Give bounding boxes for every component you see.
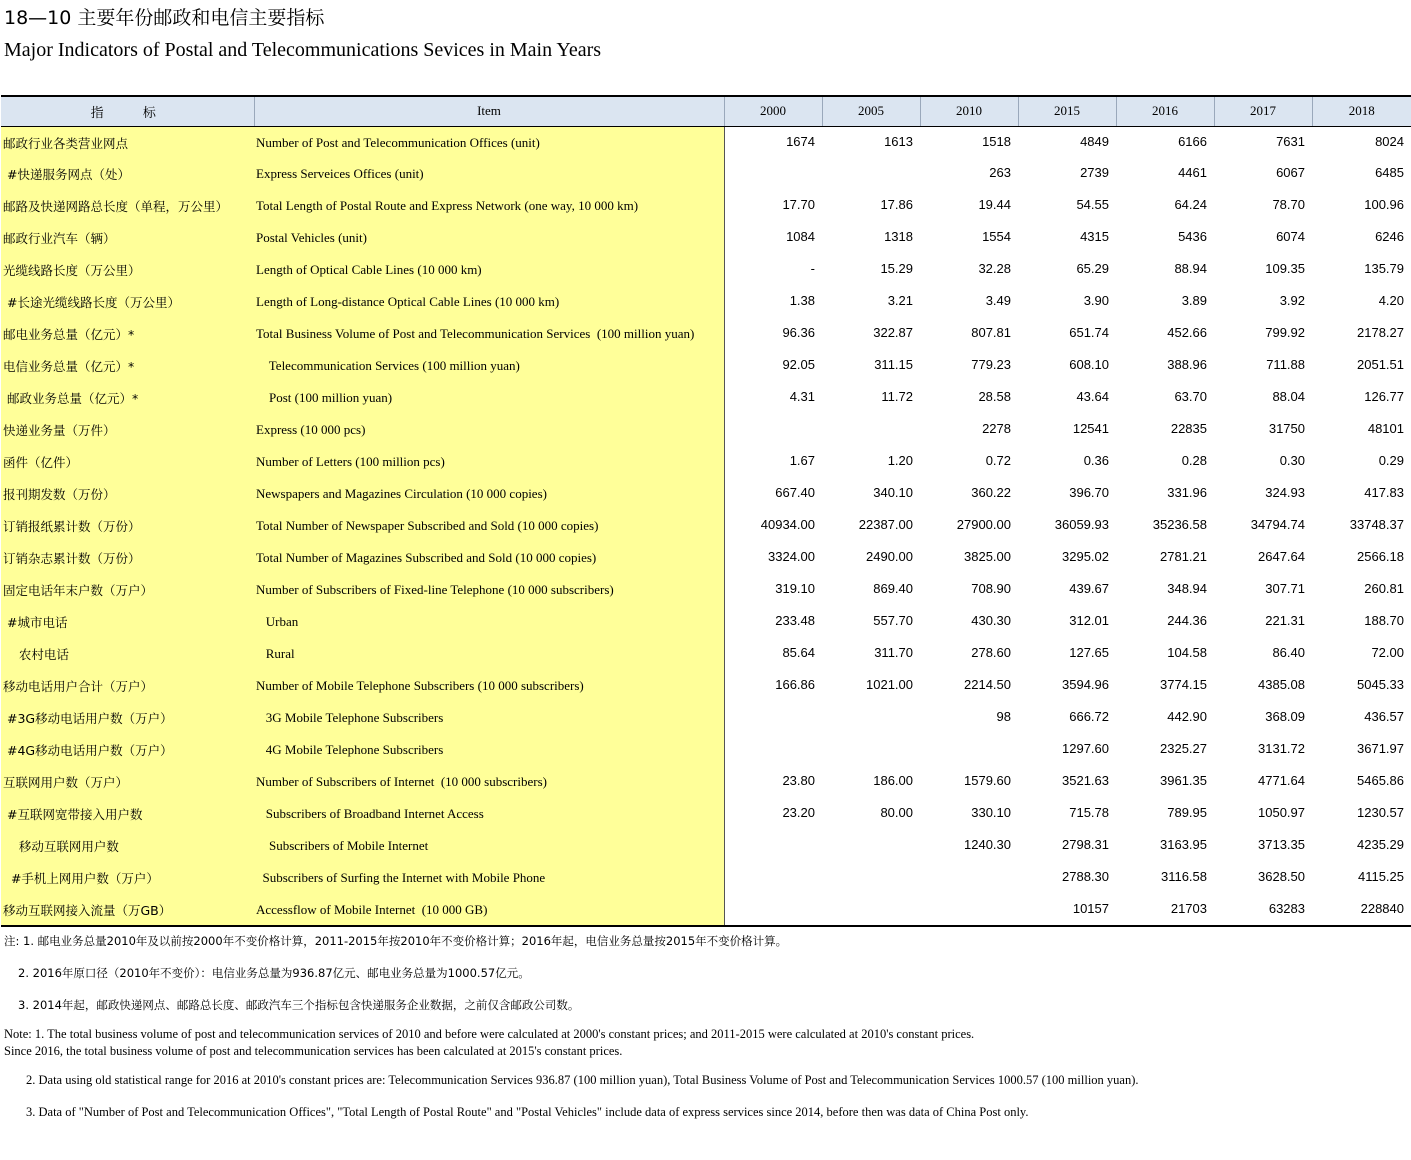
value-cell: 799.92 [1265,325,1305,340]
header-indicator: 指 标 [1,96,254,126]
value-cell [822,862,920,894]
value-cell: 1050.97 [1258,805,1305,820]
value-cell: 263 [989,165,1011,180]
header-year: 2005 [822,96,920,126]
value-cell: 557.70 [873,613,913,628]
value-cell: 35236.58 [1152,517,1207,532]
indicator-en-cell: Total Business Volume of Post and Telecommunication Services (100 million yuan) [254,318,724,350]
value-cell: 3825.00 [964,549,1011,564]
value-cell: 34794.74 [1250,517,1305,532]
value-cell: 4235.29 [1357,837,1404,852]
indicator-en-cell: Number of Subscribers of Internet (10 000 subscribers) [254,766,724,798]
value-cell: 0.30 [1279,453,1305,468]
value-cell: 5045.33 [1357,677,1404,692]
indicator-en-cell: Express (10 000 pcs) [254,414,724,446]
value-cell: 0.72 [985,453,1011,468]
indicator-cn-cell: 函件（亿件） [1,446,254,478]
value-cell: 436.57 [1364,709,1404,724]
value-cell: 3628.50 [1258,869,1305,884]
indicator-cn-cell: 农村电话 [1,638,254,670]
value-cell: 667.40 [775,485,815,500]
header-row [1,96,1411,126]
indicator-en-cell: Postal Vehicles (unit) [254,222,724,254]
value-cell: 4385.08 [1258,677,1305,692]
value-cell [724,830,822,862]
value-cell: 1318 [884,229,913,244]
indicator-en-cell: Post (100 million yuan) [254,382,724,414]
value-cell: 186.00 [873,773,913,788]
table-row [1,606,1411,638]
table-row [1,830,1411,862]
value-cell: 278.60 [971,645,1011,660]
value-cell [822,894,920,926]
value-cell: 5465.86 [1357,773,1404,788]
table-row [1,446,1411,478]
table-row [1,350,1411,382]
value-cell: 0.36 [1083,453,1109,468]
value-cell [724,158,822,190]
value-cell: 3131.72 [1258,741,1305,756]
value-cell: 3671.97 [1357,741,1404,756]
value-cell: 233.48 [775,613,815,628]
table-row [1,222,1411,254]
value-cell: 85.64 [782,645,815,660]
table-row [1,126,1411,158]
value-cell: 1230.57 [1357,805,1404,820]
value-cell: 4115.25 [1357,869,1404,884]
table-body [1,126,1411,926]
indicator-cn-cell: 订销杂志累计数（万份） [1,542,254,574]
value-cell: 188.70 [1364,613,1404,628]
value-cell: 3.21 [887,293,913,308]
value-cell [920,894,1018,926]
value-cell: 2647.64 [1258,549,1305,564]
header-year: 2015 [1018,96,1116,126]
value-cell: 31750 [1268,421,1305,436]
value-cell: 330.10 [971,805,1011,820]
value-cell: 98 [996,709,1011,724]
value-cell: 88.94 [1174,261,1207,276]
indicator-cn-cell: 互联网用户数（万户） [1,766,254,798]
value-cell: 4849 [1080,133,1109,149]
value-cell: 2490.00 [866,549,913,564]
value-cell: 442.90 [1167,709,1207,724]
header-year: 2000 [724,96,822,126]
value-cell [724,734,822,766]
value-cell: 368.09 [1265,709,1305,724]
value-cell: 715.78 [1069,805,1109,820]
value-cell: 3.90 [1083,293,1109,308]
value-cell: 1297.60 [1062,741,1109,756]
value-cell: 4.31 [789,389,815,404]
indicator-en-cell: Total Number of Newspaper Subscribed and Sold (10 000 copies) [254,510,724,542]
value-cell: 3116.58 [1160,869,1207,884]
value-cell: 4771.64 [1258,773,1305,788]
value-cell [822,702,920,734]
indicator-cn-cell: #城市电话 [1,606,254,638]
table-row [1,158,1411,190]
value-cell: 608.10 [1069,357,1109,372]
value-cell: 126.77 [1364,389,1404,404]
value-cell: 221.31 [1265,613,1305,628]
indicator-cn-cell: #4G移动电话用户数（万户） [1,734,254,766]
value-cell: 54.55 [1076,197,1109,212]
table-row [1,670,1411,702]
value-cell: 78.70 [1272,197,1305,212]
table-row [1,510,1411,542]
value-cell: 3.89 [1181,293,1207,308]
value-cell: 109.35 [1265,261,1305,276]
indicator-cn-cell: 邮政业务总量（亿元）* [1,382,254,414]
value-cell: 307.71 [1265,581,1305,596]
value-cell: 2214.50 [964,677,1011,692]
value-cell: 96.36 [782,325,815,340]
table-row [1,862,1411,894]
value-cell: 1.20 [887,453,913,468]
value-cell: 22835 [1170,421,1207,436]
value-cell: 1613 [884,133,913,149]
value-cell: 228840 [1312,894,1411,926]
value-cell: 3961.35 [1160,773,1207,788]
value-cell: 340.10 [873,485,913,500]
value-cell: 17.70 [782,197,815,212]
table-row [1,702,1411,734]
value-cell [822,830,920,862]
value-cell: 15.29 [880,261,913,276]
indicator-en-cell: Total Length of Postal Route and Express Network (one way, 10 000 km) [254,190,724,222]
value-cell: 807.81 [971,325,1011,340]
value-cell: 779.23 [971,357,1011,372]
indicator-en-cell: Express Serveices Offices (unit) [254,158,724,190]
value-cell: 3.49 [985,293,1011,308]
value-cell [724,702,822,734]
table-row [1,766,1411,798]
value-cell: 4.20 [1378,293,1404,308]
value-cell: 2739 [1080,165,1109,180]
value-cell: 36059.93 [1054,517,1109,532]
table-row [1,382,1411,414]
indicator-en-cell: Subscribers of Surfing the Internet with Mobile Phone [254,862,724,894]
value-cell: 43.64 [1076,389,1109,404]
value-cell: 6246 [1375,229,1404,244]
table-row [1,190,1411,222]
indicator-en-cell: Number of Subscribers of Fixed-line Telephone (10 000 subscribers) [254,574,724,606]
value-cell: 319.10 [775,581,815,596]
value-cell: 3295.02 [1062,549,1109,564]
value-cell: 708.90 [971,581,1011,596]
value-cell: 2788.30 [1062,869,1109,884]
value-cell: 3594.96 [1062,677,1109,692]
value-cell: 3521.63 [1062,773,1109,788]
value-cell [822,158,920,190]
value-cell: - [810,261,815,276]
value-cell: 166.86 [775,677,815,692]
value-cell: 348.94 [1167,581,1207,596]
indicator-en-cell: Length of Optical Cable Lines (10 000 km) [254,254,724,286]
value-cell: 439.67 [1069,581,1109,596]
value-cell: 17.86 [880,197,913,212]
indicator-en-cell: 3G Mobile Telephone Subscribers [254,702,724,734]
table-row [1,318,1411,350]
value-cell: 3324.00 [768,549,815,564]
value-cell: 127.65 [1069,645,1109,660]
value-cell [724,862,822,894]
value-cell: 651.74 [1069,325,1109,340]
page-title-en: Major Indicators of Postal and Telecommunications Sevices in Main Years [4,39,602,61]
indicator-cn-cell: 邮电业务总量（亿元）* [1,318,254,350]
indicator-cn-cell: #3G移动电话用户数（万户） [1,702,254,734]
header-item: Item [254,96,724,126]
value-cell: 1021.00 [866,677,913,692]
indicator-cn-cell: 邮路及快递网路总长度（单程，万公里） [1,190,254,222]
note-en-2: 2. Data using old statistical range for 2016 at 2010's constant prices are: Telecommunication Services 936.87 (100 million yuan), Total Business Volume of Post and Telecommunication Services 1000.57 (100 million yuan). [26,1073,1139,1087]
table-row [1,798,1411,830]
value-cell: 0.28 [1181,453,1207,468]
indicator-cn-cell: #手机上网用户数（万户） [1,862,254,894]
indicator-cn-cell: 光缆线路长度（万公里） [1,254,254,286]
value-cell [724,414,822,446]
value-cell: 6485 [1375,165,1404,180]
value-cell: 19.44 [978,197,1011,212]
value-cell [920,734,1018,766]
value-cell: 3.92 [1279,293,1305,308]
indicator-cn-cell: 快递业务量（万件） [1,414,254,446]
value-cell: 100.96 [1364,197,1404,212]
value-cell: 312.01 [1069,613,1109,628]
header-year: 2017 [1214,96,1312,126]
table-row [1,414,1411,446]
indicator-en-cell: Subscribers of Broadband Internet Access [254,798,724,830]
indicator-cn-cell: #互联网宽带接入用户数 [1,798,254,830]
table-row [1,894,1411,926]
value-cell [822,414,920,446]
value-cell: 452.66 [1167,325,1207,340]
indicator-en-cell: Urban [254,606,724,638]
indicator-cn-cell: #长途光缆线路长度（万公里） [1,286,254,318]
value-cell: 322.87 [873,325,913,340]
note-cn-2: 2. 2016年原口径（2010年不变价）：电信业务总量为936.87亿元、邮电业务总量为1000.57亿元。 [18,966,530,980]
value-cell: 12541 [1072,421,1109,436]
header-year: 2016 [1116,96,1214,126]
value-cell: 2051.51 [1357,357,1404,372]
indicator-en-cell: Total Number of Magazines Subscribed and Sold (10 000 copies) [254,542,724,574]
indicator-cn-cell: 电信业务总量（亿元）* [1,350,254,382]
note-cn-1: 注: 1. 邮电业务总量2010年及以前按2000年不变价格计算，2011-2015年按2010年不变价格计算；2016年起，电信业务总量按2015年不变价格计算。 [4,934,788,948]
indicator-cn-cell: 移动电话用户合计（万户） [1,670,254,702]
indicator-en-cell: Rural [254,638,724,670]
value-cell: 2781.21 [1160,549,1207,564]
value-cell: 21703 [1116,894,1214,926]
table-row [1,638,1411,670]
value-cell: 28.58 [978,389,1011,404]
value-cell: 2178.27 [1357,325,1404,340]
value-cell: 869.40 [873,581,913,596]
indicators-table [1,95,1411,927]
value-cell: 3713.35 [1258,837,1305,852]
indicator-en-cell: Number of Post and Telecommunication Offices (unit) [254,126,724,158]
value-cell: 666.72 [1069,709,1109,724]
value-cell: 0.29 [1378,453,1404,468]
page-title-cn: 18—10 主要年份邮政和电信主要指标 [4,7,325,29]
value-cell: 360.22 [971,485,1011,500]
value-cell [822,734,920,766]
indicator-en-cell: Accessflow of Mobile Internet (10 000 GB) [254,894,724,926]
value-cell: 1579.60 [964,773,1011,788]
indicator-en-cell: Number of Letters (100 million pcs) [254,446,724,478]
value-cell: 23.80 [782,773,815,788]
value-cell: 32.28 [978,261,1011,276]
note-en-1-cont: Since 2016, the total business volume of post and telecommunication services has been calculated at 2015's constant prices. [4,1044,623,1058]
value-cell: 324.93 [1265,485,1305,500]
value-cell: 1240.30 [964,837,1011,852]
table-row [1,286,1411,318]
value-cell: 2798.31 [1062,837,1109,852]
indicator-cn-cell: 邮政行业汽车（辆） [1,222,254,254]
value-cell: 23.20 [782,805,815,820]
value-cell: 1518 [982,133,1011,149]
indicator-cn-cell: 订销报纸累计数（万份） [1,510,254,542]
table-row [1,574,1411,606]
header-year: 2018 [1312,96,1411,126]
value-cell: 72.00 [1371,645,1404,660]
value-cell: 64.24 [1174,197,1207,212]
value-cell [920,862,1018,894]
table-row [1,478,1411,510]
table-row [1,542,1411,574]
table-row [1,734,1411,766]
value-cell: 4461 [1178,165,1207,180]
indicator-en-cell: Number of Mobile Telephone Subscribers (10 000 subscribers) [254,670,724,702]
indicator-en-cell: Subscribers of Mobile Internet [254,830,724,862]
value-cell: 1674 [786,133,815,149]
indicator-en-cell: 4G Mobile Telephone Subscribers [254,734,724,766]
value-cell: 311.15 [874,357,913,372]
value-cell: 396.70 [1069,485,1109,500]
value-cell: 8024 [1375,133,1404,149]
indicator-cn-cell: 移动互联网用户数 [1,830,254,862]
value-cell: 3774.15 [1160,677,1207,692]
value-cell: 1554 [982,229,1011,244]
value-cell: 22387.00 [858,517,913,532]
indicator-cn-cell: 邮政行业各类营业网点 [1,126,254,158]
indicator-cn-cell: 固定电话年末户数（万户） [1,574,254,606]
header-year: 2010 [920,96,1018,126]
value-cell: 1084 [786,229,815,244]
value-cell: 2325.27 [1160,741,1207,756]
value-cell: 388.96 [1167,357,1207,372]
value-cell: 135.79 [1364,261,1404,276]
value-cell: 65.29 [1076,261,1109,276]
indicator-en-cell: Newspapers and Magazines Circulation (10 000 copies) [254,478,724,510]
value-cell: 86.40 [1272,645,1305,660]
value-cell: 6166 [1178,133,1207,149]
value-cell: 7631 [1276,133,1305,149]
value-cell: 88.04 [1272,389,1305,404]
indicator-cn-cell: 移动互联网接入流量（万GB） [1,894,254,926]
value-cell: 63.70 [1174,389,1207,404]
value-cell: 260.81 [1364,581,1404,596]
table-row [1,254,1411,286]
value-cell: 80.00 [880,805,913,820]
value-cell [724,894,822,926]
value-cell: 10157 [1018,894,1116,926]
value-cell: 6067 [1276,165,1305,180]
value-cell: 92.05 [782,357,815,372]
value-cell: 5436 [1178,229,1207,244]
value-cell: 711.88 [1266,357,1305,372]
value-cell: 4315 [1080,229,1109,244]
indicator-cn-cell: #快递服务网点（处） [1,158,254,190]
value-cell: 40934.00 [760,517,815,532]
indicator-en-cell: Length of Long-distance Optical Cable Lines (10 000 km) [254,286,724,318]
value-cell: 430.30 [971,613,1011,628]
value-cell: 27900.00 [956,517,1011,532]
note-en-3: 3. Data of "Number of Post and Telecommunication Offices", "Total Length of Postal Route" and "Postal Vehicles" include data of express services since 2014, before then was data of China Post only. [26,1105,1029,1119]
value-cell: 1.38 [789,293,815,308]
value-cell: 11.72 [881,389,913,404]
value-cell: 2566.18 [1357,549,1404,564]
value-cell: 6074 [1276,229,1305,244]
note-en-1: Note: 1. The total business volume of post and telecommunication services of 2010 and before were calculated at 2000's constant prices; and 2011-2015 were calculated at 2010's constant prices. [4,1027,975,1041]
value-cell: 3163.95 [1160,837,1207,852]
value-cell: 33748.37 [1349,517,1404,532]
note-cn-3: 3. 2014年起，邮政快递网点、邮路总长度、邮政汽车三个指标包含快递服务企业数据，之前仅含邮政公司数。 [18,998,580,1012]
value-cell: 331.96 [1167,485,1207,500]
indicator-en-cell: Telecommunication Services (100 million yuan) [254,350,724,382]
value-cell: 48101 [1367,421,1404,436]
value-cell: 417.83 [1364,485,1404,500]
value-cell: 2278 [982,421,1011,436]
value-cell: 104.58 [1167,645,1207,660]
value-cell: 63283 [1214,894,1312,926]
value-cell: 1.67 [789,453,815,468]
value-cell: 311.70 [874,645,913,660]
indicator-cn-cell: 报刊期发数（万份） [1,478,254,510]
value-cell: 244.36 [1167,613,1207,628]
value-cell: 789.95 [1167,805,1207,820]
